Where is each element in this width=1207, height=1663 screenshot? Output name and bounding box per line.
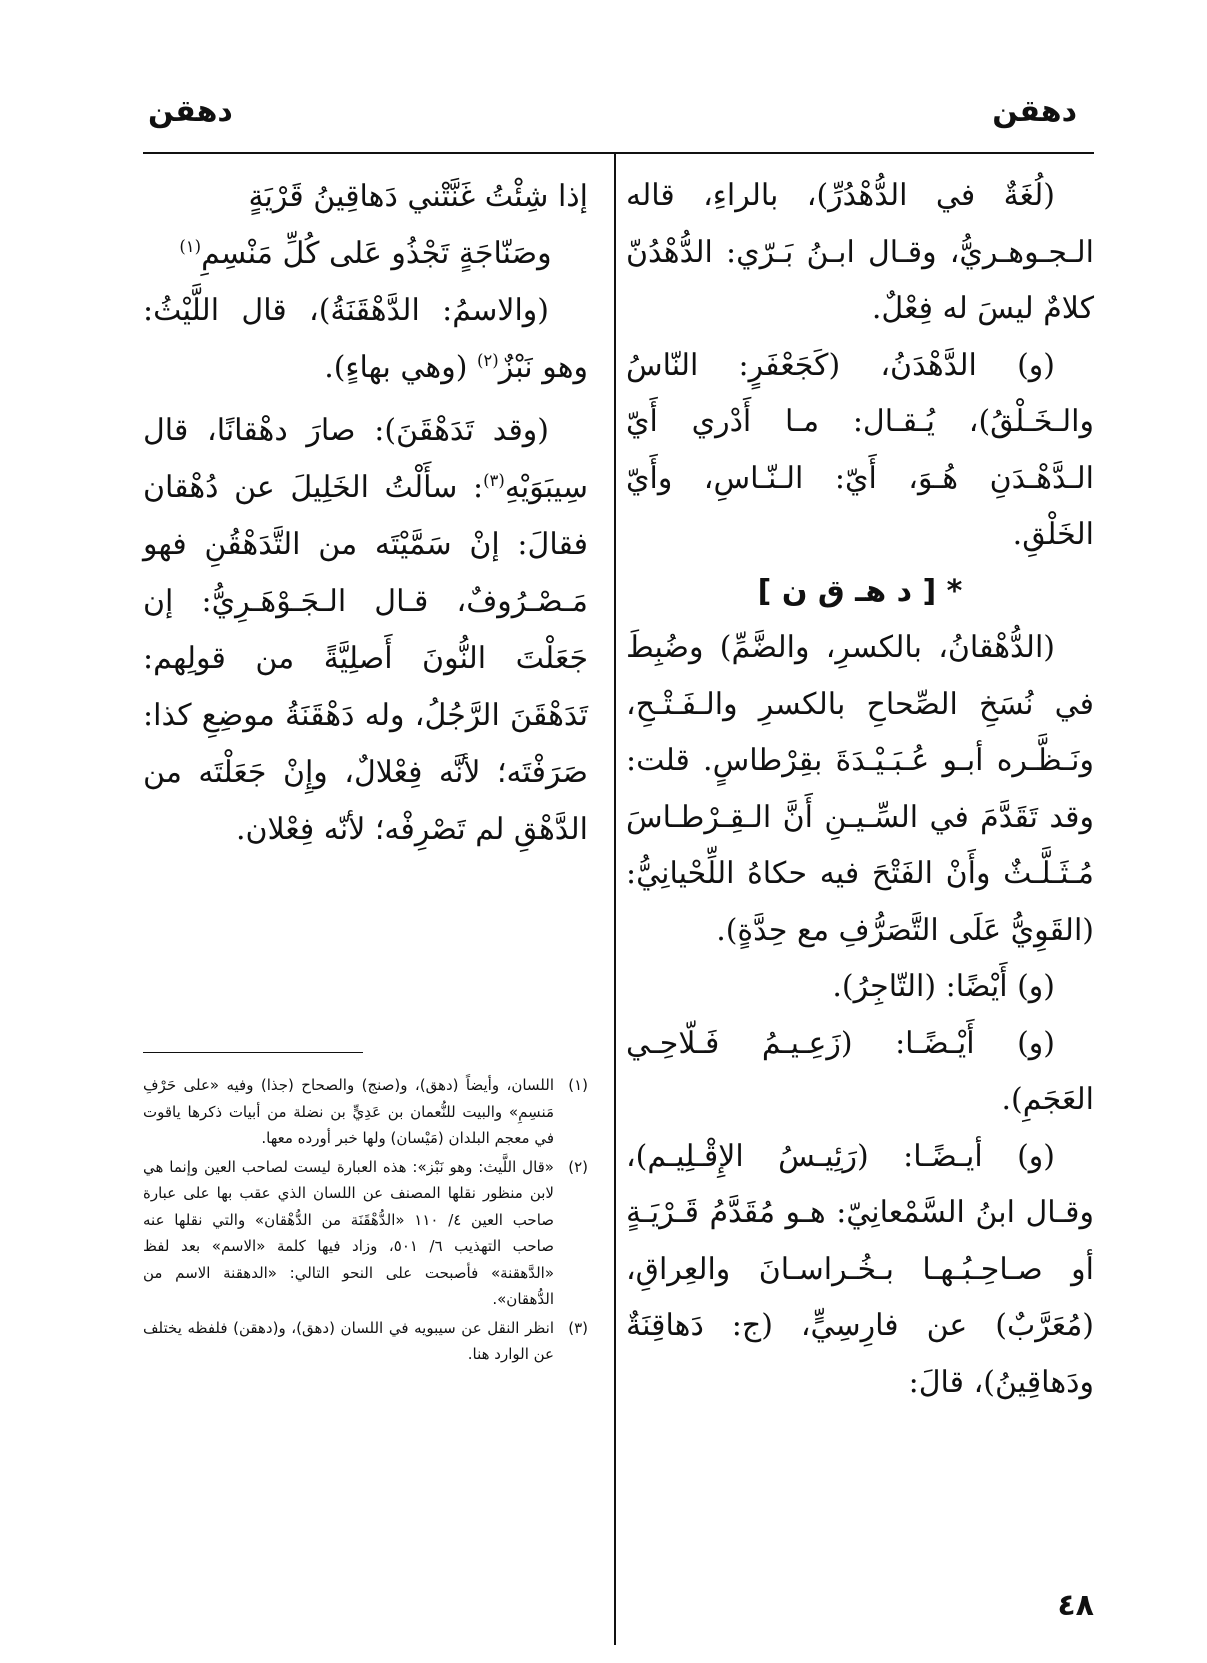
running-header-right: دهقن xyxy=(992,94,1077,129)
footnote-text: اللسان، وأيضاً (دهق)، و(صنج) والصحاح (جذا) وفيه «على حَرْفِ مَنسِمِ» والبيت للنُّعمان بن عَدِيٍّ بن نضلة من أبيات ذكرها ياقوت في معجم البلدان (مَيْسان) ولها خبر أورده معها. xyxy=(143,1076,554,1147)
footnote-marker: (٣) xyxy=(483,471,505,490)
footnote xyxy=(143,1072,588,1152)
footnote xyxy=(143,1315,588,1368)
poem-text: وصَنّاجَةٍ تَجْذُو عَلى كُلِّ مَنْسِمِ xyxy=(201,236,552,271)
entry-heading: * [ د هـ ق ن ] xyxy=(757,573,963,609)
paragraph-text: (وقد تَدَهْقَنَ): صارَ دهْقانًا، قال سِيبَوَيْهِ xyxy=(143,413,588,505)
footnote xyxy=(143,1154,588,1313)
footnote-rule xyxy=(143,1052,363,1053)
footnotes xyxy=(143,1072,588,1370)
footnote-number: (٣) xyxy=(568,1318,588,1337)
right-column xyxy=(626,168,1094,1411)
paragraph-text: (وهي بهاءٍ). xyxy=(324,350,477,385)
paragraph: (و) أَيْـضًـا: (زَعِـيـمُ فَـلّاحِـي العَجَمِ). xyxy=(626,1025,1094,1117)
footnote-text: «قال اللَّيث: وهو نَبْز»: هذه العبارة ليست لصاحب العين وإنما هي لابن منظور نقلها المصنف عن اللسان الذي عقب بها على عبارة صاحب العين ٤/ ١١٠ «الدُّهْقَنَة من الدُّهْقان» والتي نقلها عنه صاحب التهذيب ٦/ ٥٠١، وزاد فيها كلمة «الاسم» بعد لفظ «الدَّهقنة» فأصبحت على النحو التالي: «الدهقنة الاسم من الدُّهقان». xyxy=(143,1157,555,1308)
paragraph xyxy=(143,402,588,858)
column-divider xyxy=(614,153,616,1645)
paragraph-text: (والاسمُ: الدَّهْقَنَةُ)، قال اللَّيْثُ: وهو نَبْزٌ xyxy=(143,293,588,385)
paragraph: (و) أيـضًـا: (رَئِيـسُ الإِقْـلِيـم)، وقـال ابنُ السَّمْعانِيّ: هـو مُقَدَّمُ قَـرْيَـةٍ أو صـاحِـبُـهـا بـخُـراسـانَ والعِراقِ، (مُعَرَّبٌ) عن فارِسِيٍّ، (ج: دَهاقِنَةٌ ودَهاقِينُ)، قالَ: xyxy=(626,1138,1094,1400)
paragraph: (و) الدَّهْدَنُ، (كَجَعْفَرٍ: النّاسُ والـخَـلْقُ)، يُـقـال: مـا أَدْري أَيّ الـدَّهْـدَنِ هُـوَ، أَيّ: الـنّـاسِ، وأَيّ الخَلْقِ. xyxy=(626,347,1094,552)
poem-line xyxy=(143,225,588,282)
footnote-number: (٢) xyxy=(568,1157,588,1176)
paragraph: (لُغَةٌ في الدُّهْدُرِّ)، بالراءِ، قاله الـجـوهـريُّ، وقـال ابـنُ بَـرّي: الدُّهْدُنّ كلامٌ ليسَ له فِعْلٌ. xyxy=(626,178,1094,326)
footnote-number: (١) xyxy=(568,1076,588,1094)
footnote-marker: (١) xyxy=(179,237,202,256)
header-rule xyxy=(143,152,1094,154)
running-header-left: دهقن xyxy=(148,94,233,129)
left-column xyxy=(143,168,588,858)
footnote-text: انظر النقل عن سيبويه في اللسان (دهق)، و(دهقن) فلفظه يختلف عن الوارد هنا. xyxy=(143,1318,554,1363)
footnote-marker: (٢) xyxy=(476,351,499,370)
paragraph: (الدُّهْقانُ، بالكسرِ، والضَّمِّ) وضُبِطَ في نُسَخِ الصِّحاحِ بالكسرِ والـفَـتْـحِ، ونَـظَّـره أبـو عُـبَـيْـدَةَ بقِرْطاسٍ. قلت: وقد تَقَدَّمَ في السِّـيـنِ أَنَّ الـقِـرْطـاسَ مُـثَـلَّـثٌ وأَنْ الفَتْحَ فيه حكاهُ اللِّحْيانِيُّ: (القَوِيُّ عَلَى التَّصَرُّفِ مع حِدَّةٍ). xyxy=(626,630,1094,948)
poem-line: إذا شِئْتُ غَنَّتْني دَهاقِينُ قَرْيَةٍ xyxy=(248,179,588,214)
paragraph: (و) أَيْضًا: (التّاجِرُ). xyxy=(832,969,1055,1004)
page-number: ٤٨ xyxy=(1057,1588,1094,1623)
paragraph-text: : سأَلْتُ الخَلِيلَ عن دُهْقان فقالَ: إنْ سَمَّيْتَه من التَّدَهْقُنِ فهو مَـصْـرُوفٌ، قـال الـجَـوْهَـرِيُّ: إن جَعَلْتَ النُّونَ أَصلِيَّةً من قولِهم: تَدَهْقَنَ الرَّجُلُ، وله دَهْقَنَةُ موضِعِ كذا: صَرَفْتَه؛ لأنَّه فِعْلالٌ، وإِنْ جَعَلْتَه من الدَّهْقِ لم تَصْرِفْه؛ لأنّه فِعْلان. xyxy=(143,470,588,847)
paragraph xyxy=(143,282,588,396)
